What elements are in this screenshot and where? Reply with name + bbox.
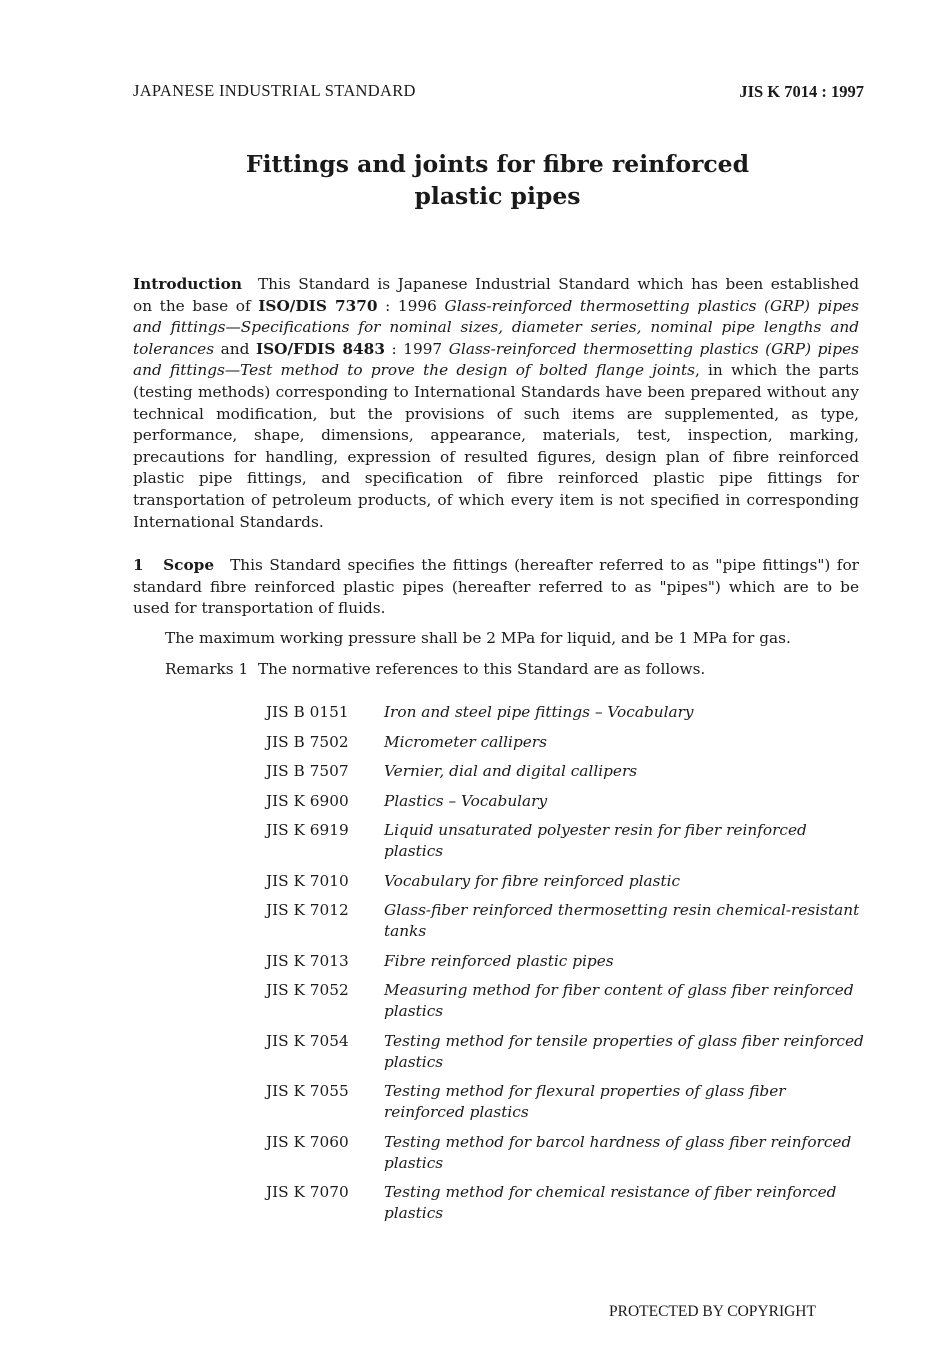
pressure-statement: The maximum working pressure shall be 2 MPa for liquid, and be 1 MPa for gas. xyxy=(165,629,791,647)
reference-code: JIS K 7054 xyxy=(266,1031,349,1050)
reference-code: JIS K 6900 xyxy=(266,791,349,810)
reference-item xyxy=(266,702,866,723)
reference-code: JIS K 7070 xyxy=(266,1183,349,1201)
reference-code: JIS K 7060 xyxy=(266,1132,349,1151)
reference-item xyxy=(266,732,866,753)
reference-item xyxy=(266,1182,866,1224)
reference-item xyxy=(266,1132,866,1174)
reference-item xyxy=(266,791,866,812)
reference-code: JIS K 7012 xyxy=(266,901,349,919)
reference-item xyxy=(266,980,866,1022)
intro-title-2: Glass-reinforced thermosetting plastics (GRP) pipes and fittings—Test method to prove the design of bolted flange joints xyxy=(133,339,859,380)
reference-title: Testing method for barcol hardness of glass fiber reinforced plastics xyxy=(384,1132,852,1172)
intro-text-5: , in which the parts (testing methods) corresponding to International Standards have been prepared without any technical modification, but the provisions of such items are supplemented, as type, performance, shape, dimensions, appearance, materials, test, inspection, marking, precautions for handling, expression of resulted figures, design plan of fibre reinforced plastic pipe fittings, and specification of fibre reinforced plastic pipe fittings for transportation of petroleum products, of which every item is not specified in corresponding International Standards. xyxy=(133,361,859,531)
intro-text-1: This Standard is Japanese Industrial Standard which has been established on the base of xyxy=(133,275,859,315)
header-standard-name: JAPANESE INDUSTRIAL STANDARD xyxy=(133,81,416,100)
reference-code: JIS K 7013 xyxy=(266,951,349,970)
reference-code: JIS B 0151 xyxy=(266,703,349,721)
reference-code: JIS B 7502 xyxy=(266,732,349,751)
intro-text-4: : 1997 xyxy=(384,339,449,358)
intro-text-3: and xyxy=(214,339,256,358)
reference-title: Testing method for flexural properties of glass fiber reinforced plastics xyxy=(384,1082,786,1121)
normative-references-list xyxy=(266,702,866,1233)
scope-paragraph xyxy=(133,555,859,620)
reference-item xyxy=(266,871,866,892)
reference-title: Fibre reinforced plastic pipes xyxy=(384,951,614,970)
page-title xyxy=(100,148,895,212)
reference-code: JIS B 7507 xyxy=(266,762,349,780)
reference-title: Liquid unsaturated polyester resin for fiber reinforced plastics xyxy=(384,821,807,860)
intro-ref-iso-fdis-8483: ISO/FDIS 8483 xyxy=(255,339,385,358)
reference-code: JIS K 6919 xyxy=(266,821,349,839)
reference-title: Testing method for tensile properties of glass fiber reinforced plastics xyxy=(384,1031,864,1071)
reference-title: Iron and steel pipe fittings – Vocabulary xyxy=(384,703,694,721)
remarks-line: Remarks 1 The normative references to this Standard are as follows. xyxy=(165,660,706,678)
reference-title: Plastics – Vocabulary xyxy=(384,791,548,810)
title-line-1: Fittings and joints for fibre reinforced xyxy=(245,150,750,178)
reference-item xyxy=(266,900,866,942)
reference-title: Testing method for chemical resistance of fiber reinforced plastics xyxy=(384,1183,837,1222)
reference-item xyxy=(266,951,866,972)
reference-code: JIS K 7052 xyxy=(266,981,349,999)
introduction-paragraph xyxy=(133,274,859,533)
intro-title-1: Glass-reinforced thermosetting plastics (GRP) pipes and fittings—Specifications for nominal sizes, diameter series, nominal pipe lengths and tolerances xyxy=(133,296,860,358)
scope-number: 1 xyxy=(133,556,144,574)
introduction-label: Introduction xyxy=(133,275,242,293)
reference-item xyxy=(266,761,866,782)
reference-title: Micrometer callipers xyxy=(384,732,547,751)
reference-code: JIS K 7055 xyxy=(266,1082,349,1100)
reference-title: Vernier, dial and digital callipers xyxy=(384,762,638,780)
scope-text: This Standard specifies the fittings (hereafter referred to as "pipe fittings") for standard fibre reinforced plastic pipes (hereafter referred to as "pipes") which are to be used for transportation of fluids. xyxy=(133,556,859,618)
intro-ref-iso-dis-7370: ISO/DIS 7370 xyxy=(258,296,378,315)
reference-item xyxy=(266,1031,866,1073)
reference-title: Measuring method for fiber content of glass fiber reinforced plastics xyxy=(384,981,854,1020)
reference-title: Glass-fiber reinforced thermosetting resin chemical-resistant tanks xyxy=(384,901,860,940)
reference-item xyxy=(266,1081,866,1123)
intro-text-2: : 1996 xyxy=(377,296,445,315)
reference-code: JIS K 7010 xyxy=(266,871,349,890)
title-line-2: plastic pipes xyxy=(414,182,581,210)
copyright-footer: PROTECTED BY COPYRIGHT xyxy=(609,1303,816,1320)
scope-label: Scope xyxy=(163,556,215,574)
reference-title: Vocabulary for fibre reinforced plastic xyxy=(384,871,681,890)
reference-item xyxy=(266,820,866,862)
header-standard-number: JIS K 7014 : 1997 xyxy=(739,82,864,101)
